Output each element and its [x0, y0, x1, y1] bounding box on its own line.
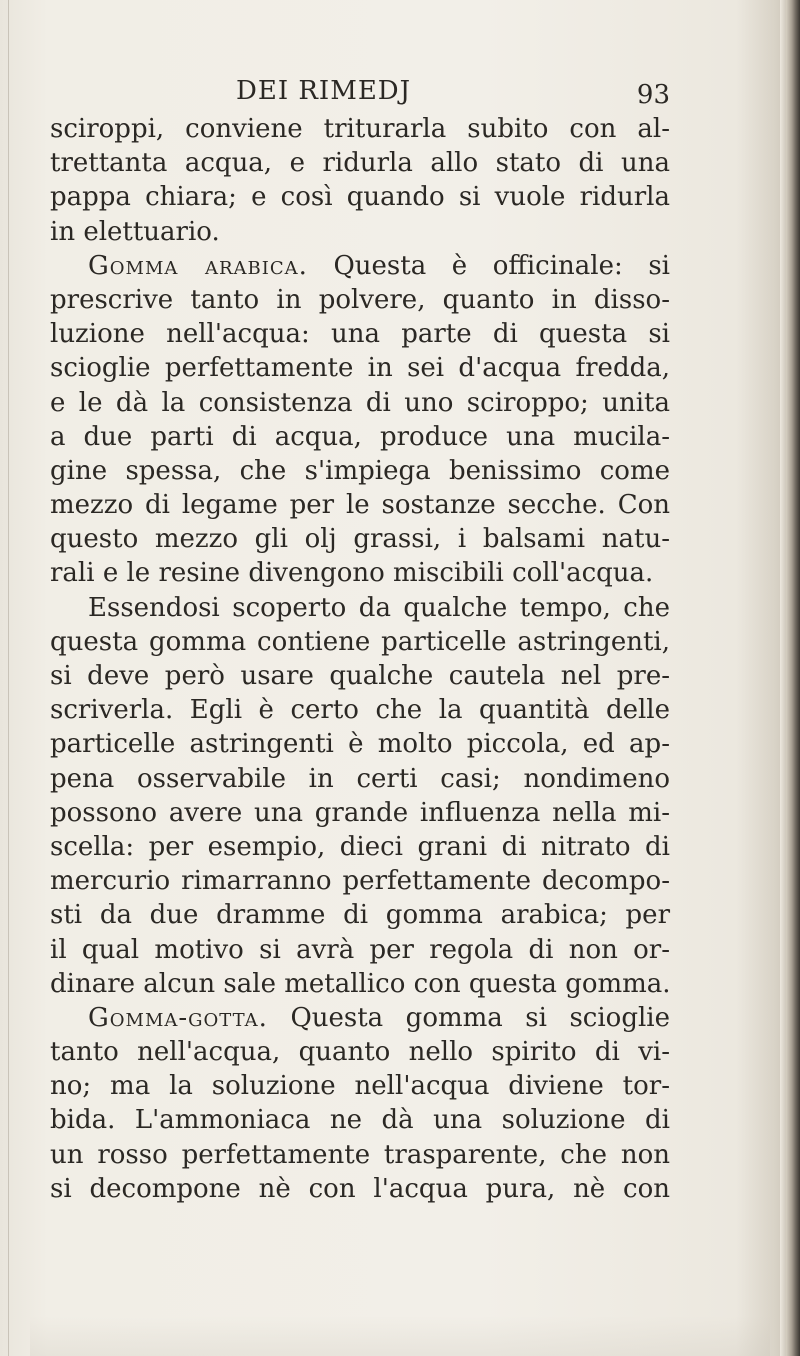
text-line: scella: per esempio, dieci grani di nitrato di — [50, 831, 670, 862]
text-line: tanto nell'acqua, quanto nello spirito di vi- — [50, 1037, 670, 1068]
text-line: no; ma la soluzione nell'acqua diviene tor- — [50, 1071, 670, 1102]
text-line: gine spessa, che s'impiega benissimo come — [50, 455, 670, 486]
text-line: Essendosi scoperto da qualche tempo, che — [88, 592, 670, 623]
text-line: questa gomma contiene particelle astringenti, — [50, 626, 670, 657]
text-line: pappa chiara; e così quando si vuole ridurla — [50, 182, 670, 213]
text-line: si deve però usare qualche cautela nel pre- — [50, 661, 670, 691]
headword-gomma-arabica: Gomma arabica. — [88, 250, 308, 281]
text-line: sciroppi, conviene triturarla subito con al- — [50, 114, 670, 144]
text-line: scioglie perfettamente in sei d'acqua fredda, — [50, 353, 670, 384]
text-line: particelle astringenti è molto piccola, ed ap- — [50, 729, 670, 760]
text-line: in elettuario. — [50, 216, 220, 247]
text-line: rali e le resine divengono miscibili coll'acqua. — [50, 558, 654, 589]
page-bottom-smudge — [30, 1316, 770, 1356]
book-spine-edge — [786, 0, 800, 1356]
entry-line-gomma-arabica — [50, 249, 670, 283]
text-line: e le dà la consistenza di uno sciroppo; unita — [50, 387, 670, 418]
text-line: scriverla. Egli è certo che la quantità delle — [50, 695, 670, 726]
page-header — [50, 76, 670, 110]
text-line: prescrive tanto in polvere, quanto in disso- — [50, 284, 670, 315]
text-line: il qual motivo si avrà per regola di non or- — [50, 934, 670, 965]
text-line: sti da due dramme di gomma arabica; per — [50, 900, 670, 931]
text-line: un rosso perfettamente trasparente, che non — [50, 1139, 670, 1170]
text-line: mezzo di legame per le sostanze secche. Con — [50, 490, 670, 521]
text-line: bida. L'ammoniaca ne dà una soluzione di — [50, 1105, 670, 1136]
text-line: mercurio rimarranno perfettamente decompo- — [50, 866, 670, 897]
text-line: possono avere una grande influenza nella mi- — [50, 797, 670, 828]
page-number: 93 — [636, 80, 670, 110]
headword-line-rest: Questa è officinale: si — [307, 250, 670, 281]
text-line: trettanta acqua, e ridurla allo stato di una — [50, 148, 670, 179]
text-line: dinare alcun sale metallico con questa gomma. — [50, 968, 671, 999]
headword-line-rest: Questa gomma si scioglie — [267, 1002, 670, 1033]
text-line: si decompone nè con l'acqua pura, nè con — [50, 1173, 670, 1204]
text-line: questo mezzo gli olj grassi, i balsami natu- — [50, 524, 670, 555]
headword-gomma-gotta: Gomma-gotta. — [88, 1002, 268, 1033]
body-text — [50, 112, 670, 1206]
page-margin-line — [8, 0, 9, 1356]
text-line: pena osservabile in certi casi; nondimeno — [50, 763, 670, 794]
entry-line-gomma-gotta — [50, 1001, 670, 1035]
running-title: DEI RIMEDJ — [236, 76, 412, 106]
text-line: a due parti di acqua, produce una mucila- — [50, 421, 670, 452]
text-line: luzione nell'acqua: una parte di questa si — [50, 319, 670, 350]
